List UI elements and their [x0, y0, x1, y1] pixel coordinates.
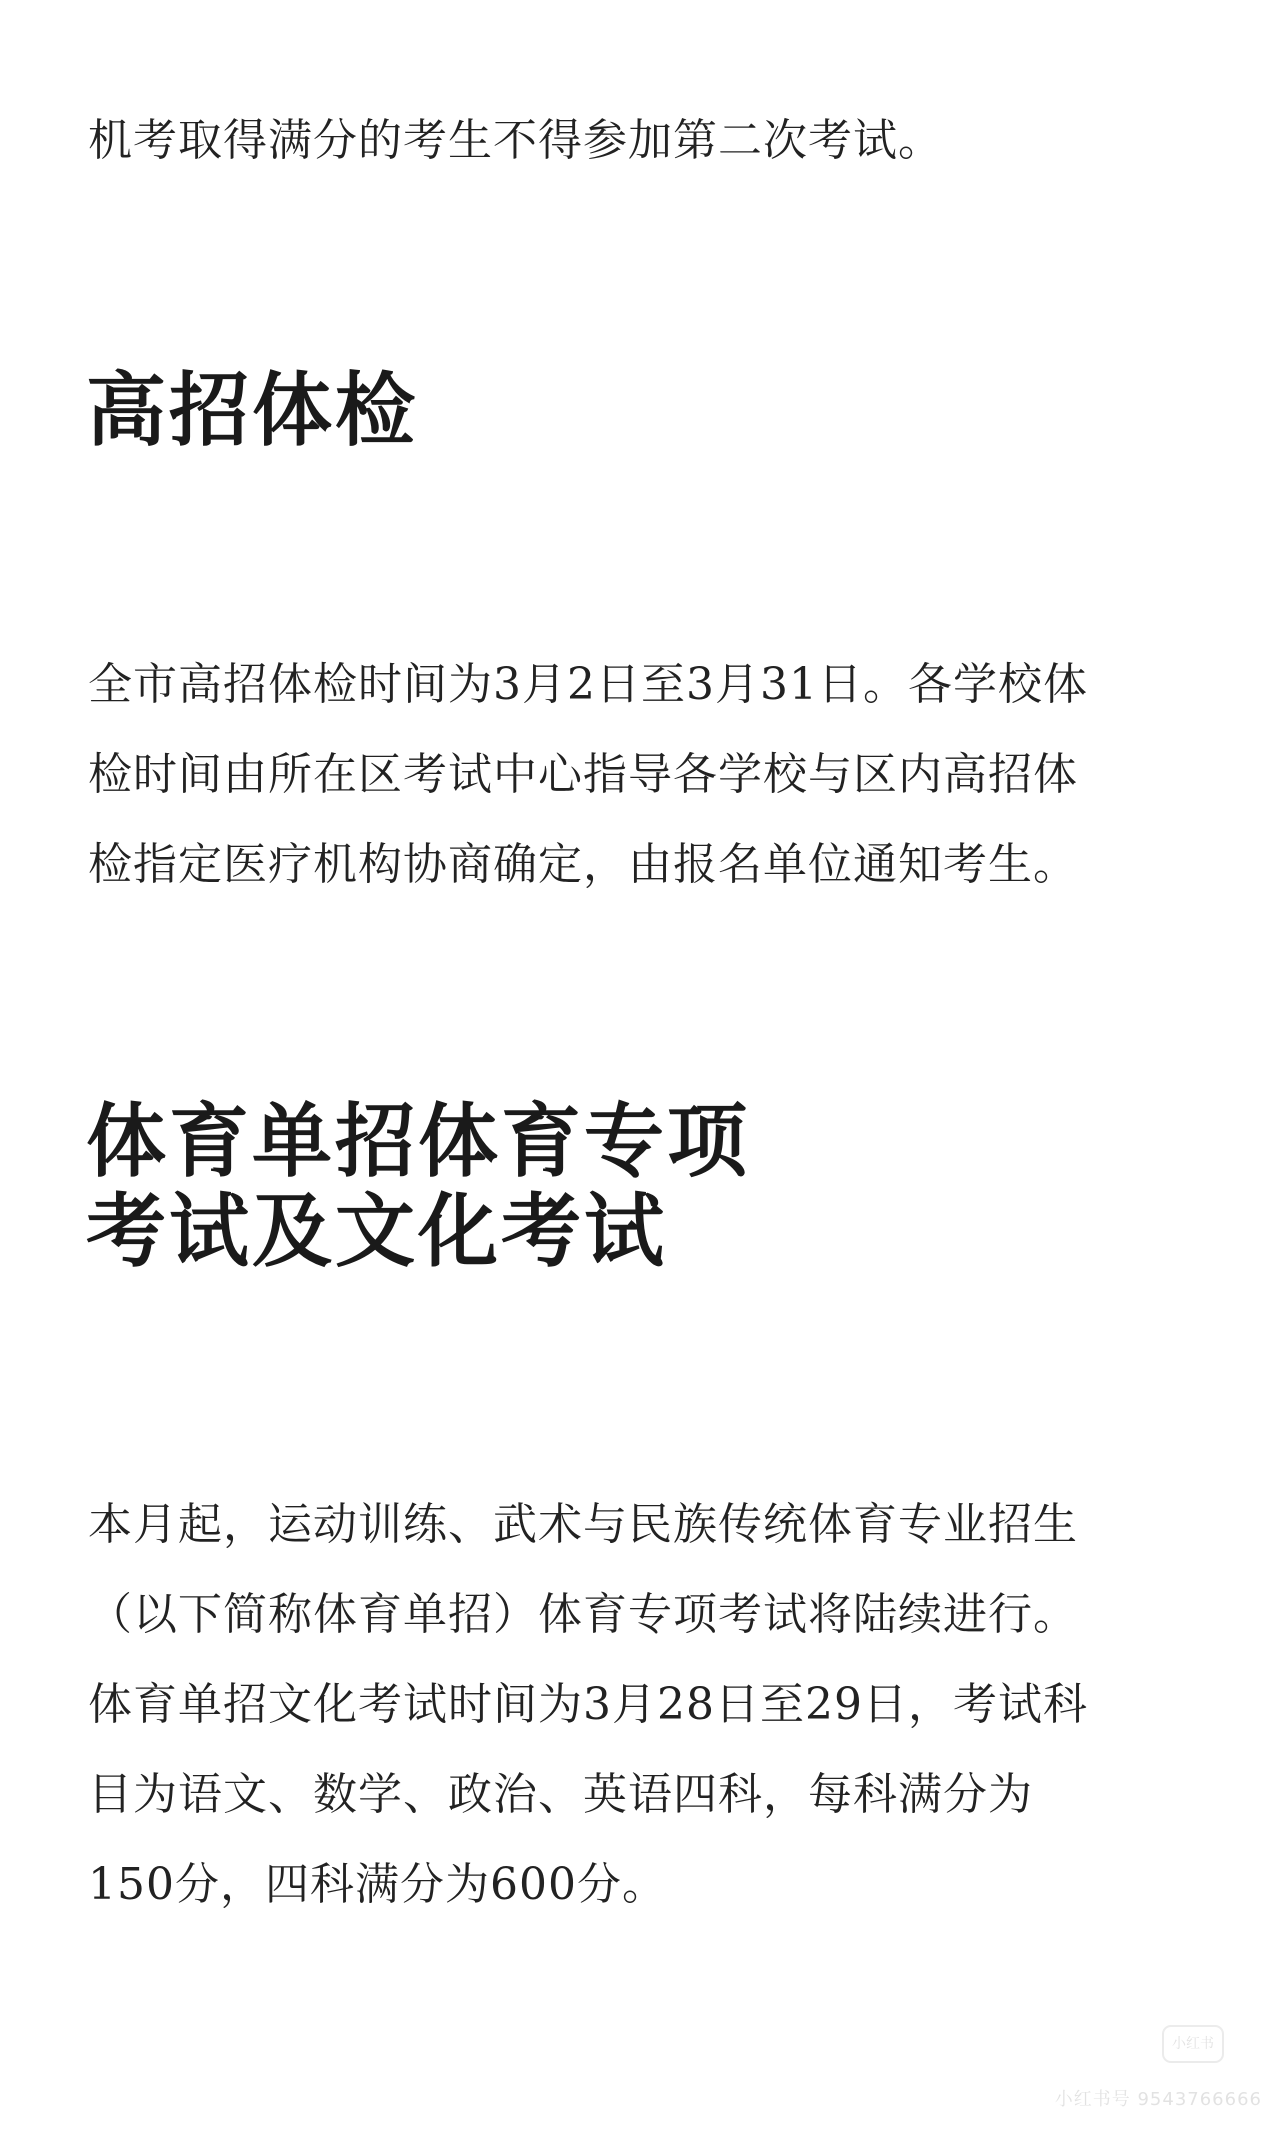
paragraph-line: 体育单招文化考试时间为3月28日至29日，考试科 [88, 1679, 1088, 1730]
paragraph-line: 150分，四科满分为600分。 [88, 1859, 667, 1910]
paragraph-line: （以下简称体育单招）体育专项考试将陆续进行。 [88, 1589, 1078, 1640]
intro-paragraph [88, 96, 1198, 186]
paragraph-line: 全市高招体检时间为3月2日至3月31日。各学校体 [88, 659, 1088, 710]
heading-line: 考试及文化考试 [86, 1184, 667, 1278]
watermark-logo: 小红书 [1162, 2025, 1224, 2063]
heading-line: 体育单招体育专项 [86, 1094, 750, 1188]
sports-admission-paragraph [88, 1480, 1198, 1930]
paragraph-line: 检指定医疗机构协商确定，由报名单位通知考生。 [88, 839, 1078, 890]
paragraph-line: 检时间由所在区考试中心指导各学校与区内高招体 [88, 749, 1078, 800]
paragraph-line: 本月起，运动训练、武术与民族传统体育专业招生 [88, 1499, 1078, 1550]
intro-line: 机考取得满分的考生不得参加第二次考试。 [88, 115, 943, 166]
section-heading-physical-exam [86, 363, 418, 457]
watermark [962, 2025, 1262, 2111]
heading-line: 高招体检 [86, 363, 418, 457]
paragraph-line: 目为语文、数学、政治、英语四科，每科满分为 [88, 1769, 1033, 1820]
physical-exam-paragraph [88, 640, 1198, 910]
section-heading-sports-admission [86, 1096, 750, 1276]
watermark-id-text: 小红书号 9543766666 [1054, 2089, 1262, 2110]
